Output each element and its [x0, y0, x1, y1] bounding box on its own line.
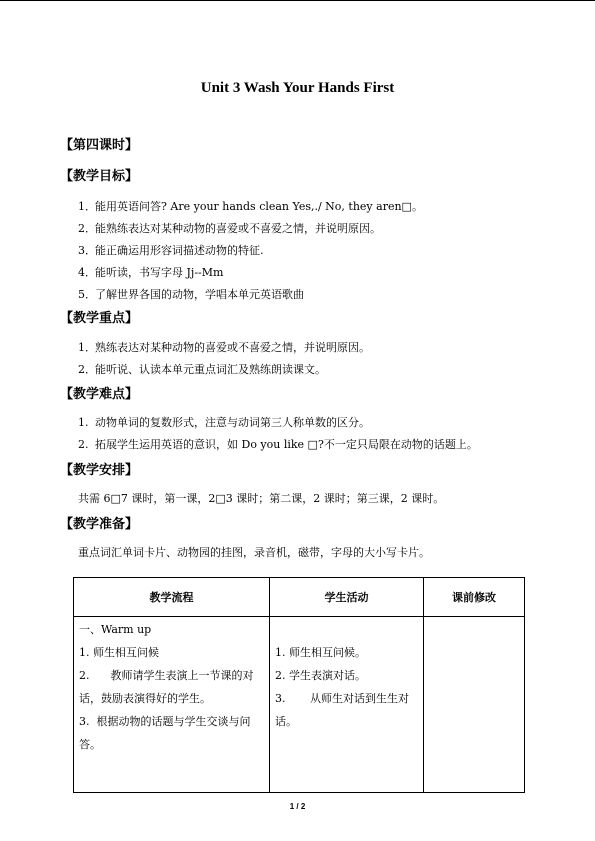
table-header: 教学流程: [74, 578, 270, 617]
cell-line: 答。: [79, 738, 101, 751]
goals-heading: 【教学目标】: [60, 169, 139, 184]
cell-line: 话，鼓励表演得好的学生。: [79, 692, 211, 705]
document-title: Unit 3 Wash Your Hands First: [200, 80, 395, 96]
student-activity-cell: [270, 617, 424, 793]
goal-item: 3．能正确运用形容词描述动物的特征.: [78, 244, 264, 257]
goal-item: 4．能听读，书写字母 Jj--Mm: [78, 266, 224, 279]
arrangement-heading: 【教学安排】: [60, 463, 139, 478]
difficulties-heading: 【教学难点】: [60, 387, 139, 402]
difficulty-item: 1. 动物单词的复数形式，注意与动词第三人称单数的区分。: [78, 416, 370, 429]
lesson-label: 【第四课时】: [60, 138, 139, 153]
cell-line: 1. 师生相互问候: [79, 646, 159, 659]
preparation-text: 重点词汇单词卡片、动物园的挂图，录音机，磁带，字母的大小写卡片。: [78, 546, 430, 559]
cell-line: 1. 师生相互问候。: [275, 646, 366, 659]
goal-item: 5．了解世界各国的动物，学唱本单元英语歌曲: [78, 288, 304, 301]
difficulty-item: 2. 拓展学生运用英语的意识，如 Do you like □?不一定只局限在动物的话题上。: [78, 438, 478, 451]
revision-cell: [424, 617, 525, 793]
goal-item: 1．能用英语问答? Are your hands clean Yes,./ No, they aren□。: [78, 200, 423, 213]
key-points-heading: 【教学重点】: [60, 311, 139, 326]
cell-line: 话。: [275, 715, 297, 728]
goal-item: 2．能熟练表达对某种动物的喜爱或不喜爱之情，并说明原因。: [78, 222, 381, 235]
arrangement-text: 共需 6□7 课时，第一课，2□3 课时；第二课，2 课时；第三课，2 课时。: [78, 492, 445, 505]
cell-line: 2. 学生表演对话。: [275, 669, 366, 682]
key-point-item: 1．熟练表达对某种动物的喜爱或不喜爱之情，并说明原因。: [78, 341, 370, 354]
cell-line: 3. 从师生对话到生生对: [275, 692, 409, 705]
cell-line: 3. 根据动物的话题与学生交谈与问: [79, 715, 251, 728]
table-header: 学生活动: [270, 578, 424, 617]
page-number: 1 / 2: [289, 802, 306, 811]
cell-line: 2. 教师请学生表演上一节课的对: [79, 669, 254, 682]
teaching-process-cell: [74, 617, 270, 793]
table-header: 课前修改: [424, 578, 525, 617]
header-rule: [0, 0, 595, 1]
key-point-item: 2．能听说、认读本单元重点词汇及熟练朗读课文。: [78, 363, 326, 376]
cell-line: [275, 618, 418, 641]
lesson-flow-table: [73, 577, 525, 793]
preparation-heading: 【教学准备】: [60, 517, 139, 532]
cell-line: 一、Warm up: [79, 623, 152, 636]
